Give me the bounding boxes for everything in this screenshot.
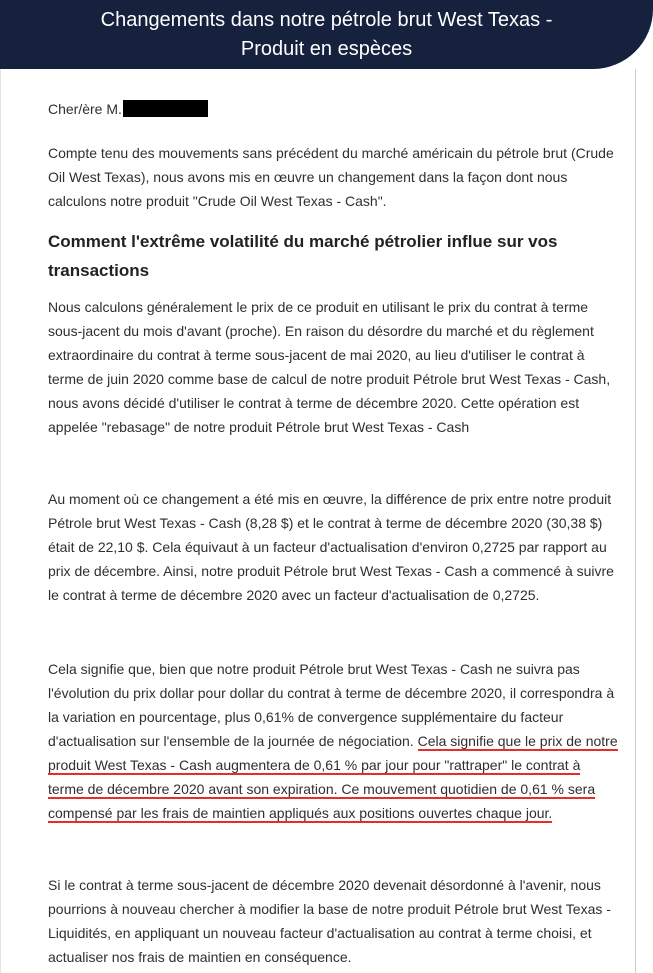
header-title-line1: Changements dans notre pétrole brut West Texas - — [100, 9, 553, 31]
paragraph-1: Nous calculons généralement le prix de ce produit en utilisant le prix du contrat à terme sous-jacent du mois d'avant (proche). En raison du désordre du marché et du règlement extraordinaire du contrat à terme sous-jacent de mai 2020, au lieu d'utiliser le contrat à terme de juin 2020 comme base de calcul de notre produit Pétrole brut West Texas - Cash, nous avons décidé d'utiliser le contrat à terme de décembre 2020. Cette opération est appelée "rebasage" de notre produit Pétrole brut West Texas - Cash — [48, 299, 611, 435]
greeting-text: Cher/ère M. — [48, 101, 122, 117]
header-title — [60, 6, 593, 64]
paragraph-3-highlighted-text: Cela signifie que le prix de notre produit West Texas - Cash augmentera de 0,61 % par jour pour "rattraper" le contrat à terme de décembre 2020 avant son expiration. Ce mouvement quotidien de 0,61 % sera compensé par les frais de maintien appliqués aux positions ouvertes chaque jour. — [48, 733, 618, 821]
intro-paragraph: Compte tenu des mouvements sans précédent du marché américain du pétrole brut (Crude Oil West Texas), nous avons mis en œuvre un changement dans la façon dont nous calculons notre produit "Crude Oil West Texas - Cash". — [48, 145, 614, 209]
paragraph-3 — [48, 657, 618, 825]
email-header — [0, 0, 653, 69]
section-heading: Comment l'extrême volatilité du marché pétrolier influe sur vos transactions — [48, 232, 558, 280]
greeting-line — [48, 97, 618, 121]
redacted-name-block — [123, 100, 208, 117]
header-title-line2: Produit en espèces — [240, 38, 413, 60]
paragraph-3-text: Cela signifie que, bien que notre produit Pétrole brut West Texas - Cash ne suivra pas l'évolution du prix dollar pour dollar du contrat à terme de décembre 2020, il correspondra à la variation en pourcentage, plus 0,61% de convergence supplémentaire du facteur d'actualisation sur l'ensemble de la journée de négociation. — [48, 661, 615, 749]
paragraph-2: Au moment où ce changement a été mis en œuvre, la différence de prix entre notre produit Pétrole brut West Texas - Cash (8,28 $) et le contrat à terme de décembre 2020 (30,38 $) était de 22,10 $. Cela équivaut à un facteur d'actualisation d'environ 0,2725 par rapport au prix de décembre. Ainsi, notre produit Pétrole brut West Texas - Cash a commencé à suivre le contrat à terme de décembre 2020 avec un facteur d'actualisation de 0,2725. — [48, 491, 614, 603]
paragraph-4: Si le contrat à terme sous-jacent de décembre 2020 devenait désordonné à l'avenir, nous pourrions à nouveau chercher à modifier la base de notre produit Pétrole brut West Texas - Liquidités, en appliquant un nouveau facteur d'actualisation au contrat à terme choisi, et actualiser nos frais de maintien en conséquence. — [48, 877, 611, 965]
